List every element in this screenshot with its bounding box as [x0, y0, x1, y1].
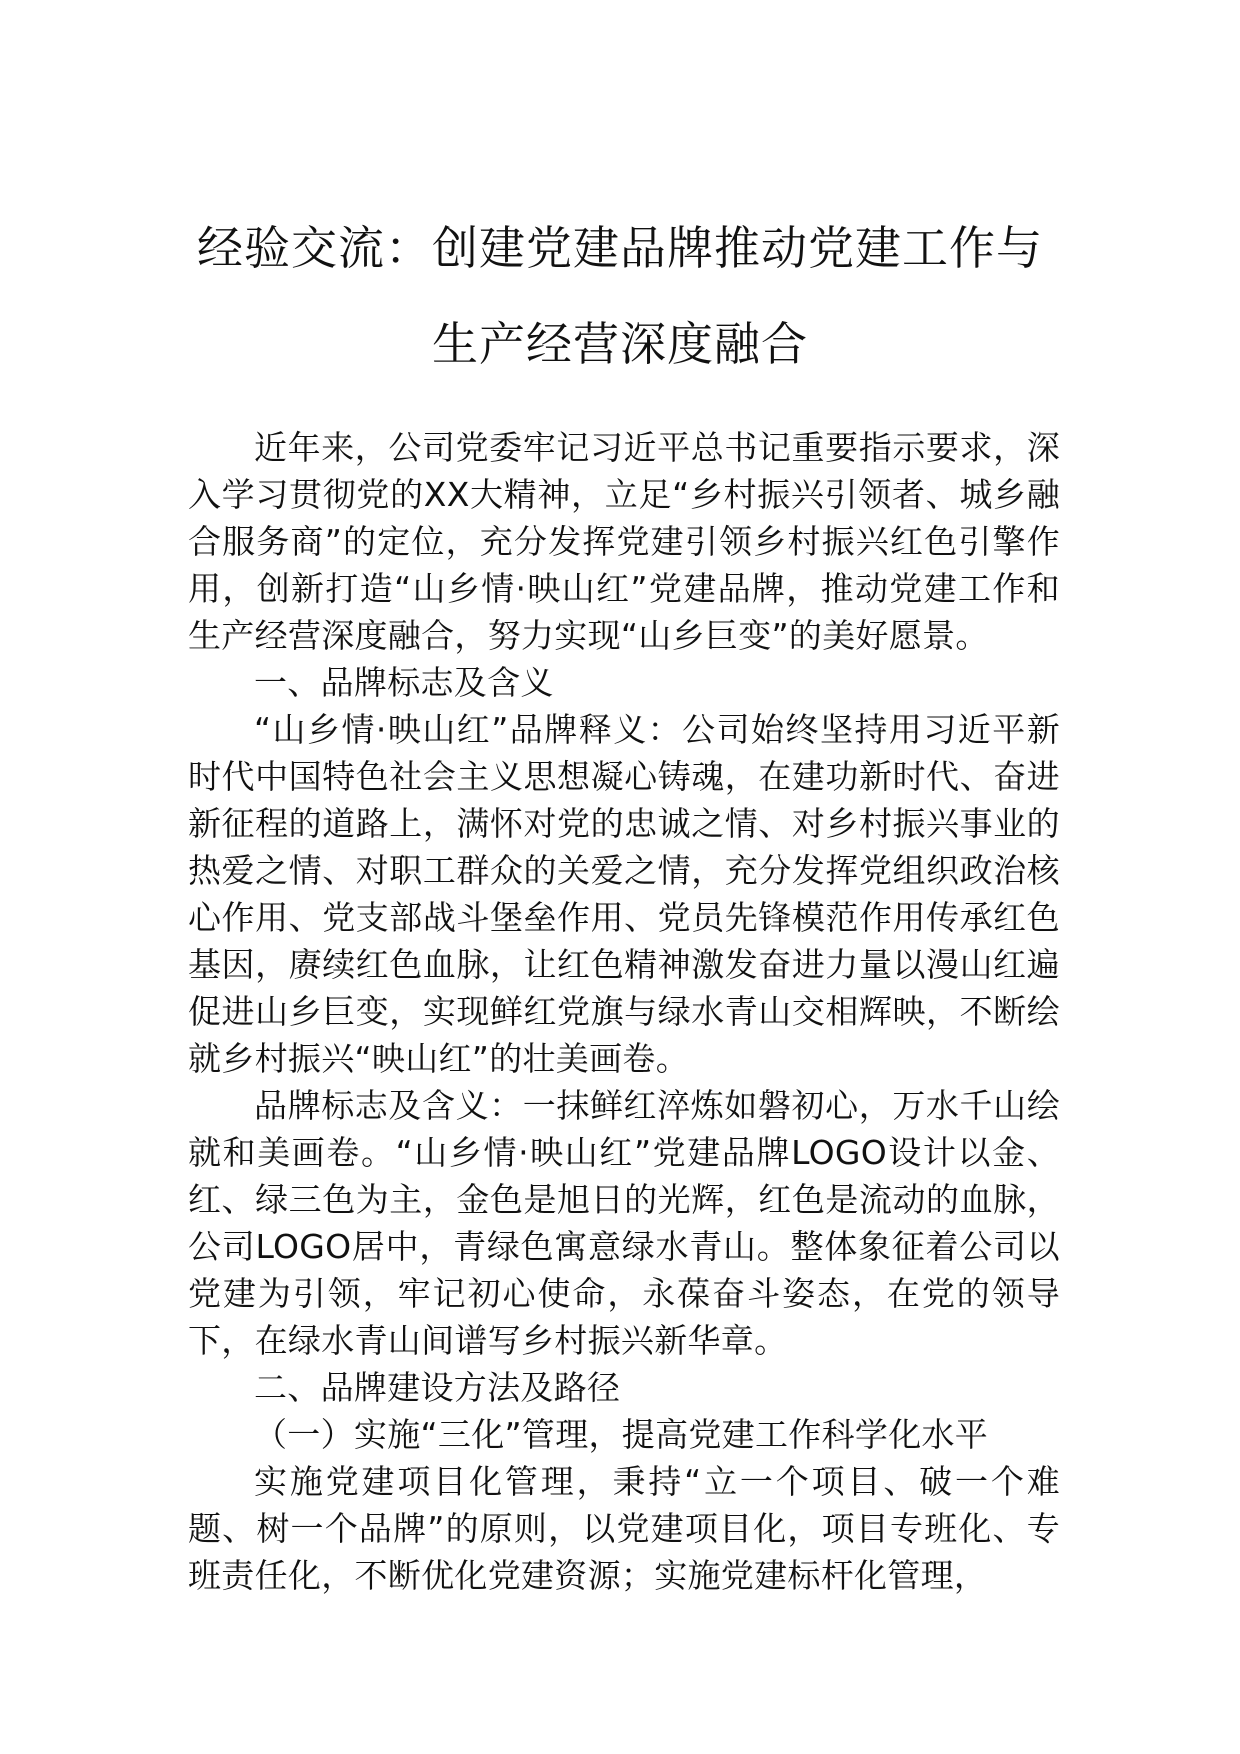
- title-line-1: 经验交流：创建党建品牌推动党建工作与: [197, 221, 1043, 275]
- paragraph-intro: 近年来，公司党委牢记习近平总书记重要指示要求，深入学习贯彻党的XX大精神，立足“乡村振兴引领者、城乡融合服务商”的定位，充分发挥党建引领乡村振兴红色引擎作用，创新打造“山乡情·映山红”党建品牌，推动党建工作和生产经营深度融合，努力实现“山乡巨变”的美好愿景。: [188, 428, 1060, 655]
- paragraph-brand-meaning: “山乡情·映山红”品牌释义：公司始终坚持用习近平新时代中国特色社会主义思想凝心铸魂，在建功新时代、奋进新征程的道路上，满怀对党的忠诚之情、对乡村振兴事业的热爱之情、对职工群众的关爱之情，充分发挥党组织政治核心作用、党支部战斗堡垒作用、党员先锋模范作用传承红色基因，赓续红色血脉，让红色精神激发奋进力量以漫山红遍促进山乡巨变，实现鲜红党旗与绿水青山交相辉映，不断绘就乡村振兴“映山红”的壮美画卷。: [188, 710, 1060, 1078]
- paragraph-project-management: 实施党建项目化管理，秉持“立一个项目、破一个难题、树一个品牌”的原则，以党建项目化，项目专班化、专班责任化，不断优化党建资源；实施党建标杆化管理，: [188, 1462, 1060, 1595]
- section-heading-1: 一、品牌标志及含义: [254, 663, 554, 702]
- subsection-heading-1: （一）实施“三化”管理，提高党建工作科学化水平: [254, 1415, 989, 1454]
- paragraph-brand-logo: 品牌标志及含义：一抹鲜红淬炼如磐初心，万水千山绘就和美画卷。“山乡情·映山红”党建品牌LOGO设计以金、红、绿三色为主，金色是旭日的光辉，红色是流动的血脉，公司LOGO居中，青绿色寓意绿水青山。整体象征着公司以党建为引领，牢记初心使命，永葆奋斗姿态，在党的领导下，在绿水青山间谱写乡村振兴新华章。: [188, 1086, 1060, 1360]
- title-line-2: 生产经营深度融合: [432, 317, 808, 371]
- document-title: [140, 200, 1100, 392]
- section-heading-2: 二、品牌建设方法及路径: [254, 1368, 621, 1407]
- document-body: [188, 424, 1060, 1599]
